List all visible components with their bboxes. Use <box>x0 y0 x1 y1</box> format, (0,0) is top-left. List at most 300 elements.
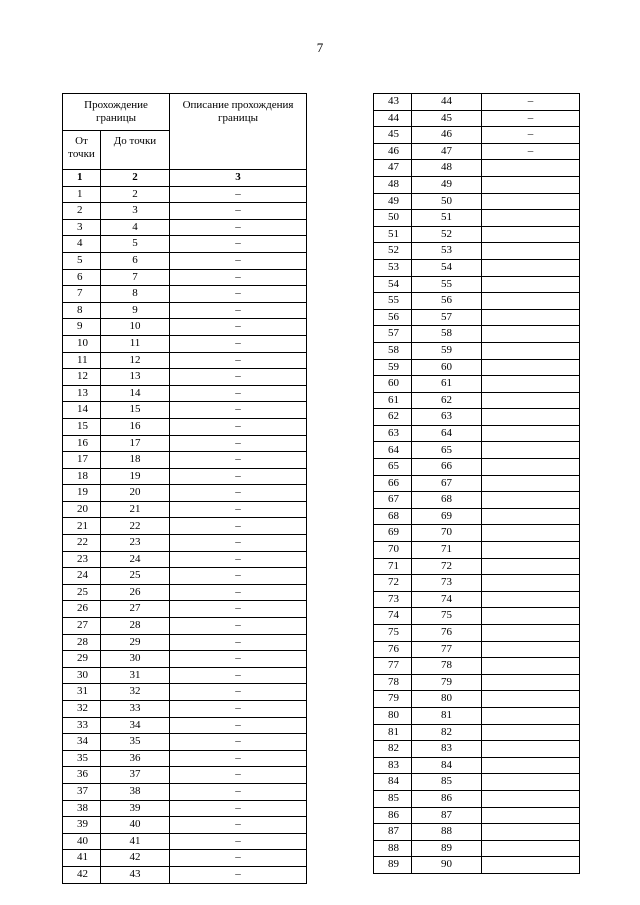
table-row <box>63 584 307 601</box>
table-row <box>63 717 307 734</box>
description-cell: – <box>170 734 307 751</box>
table-row <box>374 442 580 459</box>
to-point-cell: 12 <box>101 352 170 369</box>
to-point-cell: 81 <box>412 707 482 724</box>
description-cell: – <box>170 684 307 701</box>
to-point-cell: 50 <box>412 193 482 210</box>
table-row <box>374 160 580 177</box>
description-cell: – <box>170 767 307 784</box>
to-point-cell: 69 <box>412 508 482 525</box>
description-cell <box>482 492 580 509</box>
table-row <box>63 468 307 485</box>
from-point-cell: 61 <box>374 392 412 409</box>
column-number-3: 3 <box>170 170 307 187</box>
from-point-cell: 31 <box>63 684 101 701</box>
to-point-cell: 82 <box>412 724 482 741</box>
description-cell: – <box>170 866 307 883</box>
from-point-cell: 67 <box>374 492 412 509</box>
to-point-cell: 77 <box>412 641 482 658</box>
table-row <box>374 475 580 492</box>
table-row <box>374 724 580 741</box>
from-point-cell: 40 <box>63 833 101 850</box>
to-point-cell: 13 <box>101 369 170 386</box>
table-row <box>63 568 307 585</box>
description-cell: – <box>170 535 307 552</box>
from-point-cell: 84 <box>374 774 412 791</box>
description-cell <box>482 342 580 359</box>
description-cell <box>482 641 580 658</box>
table-row <box>63 418 307 435</box>
from-point-cell: 51 <box>374 226 412 243</box>
from-point-cell: 58 <box>374 342 412 359</box>
to-point-cell: 51 <box>412 210 482 227</box>
description-cell <box>482 160 580 177</box>
table-row <box>374 342 580 359</box>
description-cell <box>482 658 580 675</box>
from-point-cell: 48 <box>374 176 412 193</box>
to-point-cell: 39 <box>101 800 170 817</box>
from-point-cell: 76 <box>374 641 412 658</box>
table-row <box>63 252 307 269</box>
to-point-cell: 20 <box>101 485 170 502</box>
from-point-header: От точки <box>63 131 101 170</box>
to-point-cell: 43 <box>101 866 170 883</box>
description-cell <box>482 193 580 210</box>
to-point-cell: 28 <box>101 618 170 635</box>
description-cell: – <box>170 651 307 668</box>
description-cell: – <box>482 143 580 160</box>
table-row <box>63 551 307 568</box>
from-point-cell: 9 <box>63 319 101 336</box>
from-point-cell: 50 <box>374 210 412 227</box>
description-cell: – <box>170 618 307 635</box>
to-point-cell: 37 <box>101 767 170 784</box>
column-number-1: 1 <box>63 170 101 187</box>
group-header: Прохождение границы <box>63 94 170 131</box>
to-point-cell: 22 <box>101 518 170 535</box>
table-row <box>63 219 307 236</box>
from-point-cell: 53 <box>374 259 412 276</box>
from-point-cell: 83 <box>374 757 412 774</box>
to-point-cell: 73 <box>412 575 482 592</box>
from-point-cell: 33 <box>63 717 101 734</box>
page-number: 7 <box>316 40 324 55</box>
table-row <box>374 276 580 293</box>
table-row <box>374 807 580 824</box>
to-point-cell: 6 <box>101 252 170 269</box>
description-cell: – <box>170 551 307 568</box>
from-point-cell: 79 <box>374 691 412 708</box>
table-row <box>63 435 307 452</box>
table-row <box>374 658 580 675</box>
description-cell: – <box>170 701 307 718</box>
table-row <box>374 210 580 227</box>
table-row <box>374 110 580 127</box>
description-cell <box>482 376 580 393</box>
to-point-cell: 71 <box>412 542 482 559</box>
table-row <box>374 525 580 542</box>
to-point-cell: 31 <box>101 667 170 684</box>
from-point-cell: 29 <box>63 651 101 668</box>
description-cell: – <box>170 717 307 734</box>
description-cell: – <box>170 236 307 253</box>
to-point-cell: 56 <box>412 293 482 310</box>
from-point-cell: 32 <box>63 701 101 718</box>
from-point-cell: 20 <box>63 501 101 518</box>
from-point-cell: 39 <box>63 817 101 834</box>
table-row <box>374 824 580 841</box>
description-cell <box>482 243 580 260</box>
from-point-cell: 38 <box>63 800 101 817</box>
description-cell: – <box>170 335 307 352</box>
description-cell: – <box>170 352 307 369</box>
from-point-cell: 5 <box>63 252 101 269</box>
description-cell <box>482 508 580 525</box>
to-point-cell: 64 <box>412 425 482 442</box>
description-cell <box>482 807 580 824</box>
to-point-cell: 65 <box>412 442 482 459</box>
table-row <box>63 750 307 767</box>
to-point-cell: 67 <box>412 475 482 492</box>
from-point-cell: 36 <box>63 767 101 784</box>
table-row <box>374 741 580 758</box>
from-point-cell: 37 <box>63 783 101 800</box>
table-row <box>63 369 307 386</box>
from-point-cell: 77 <box>374 658 412 675</box>
from-point-cell: 73 <box>374 591 412 608</box>
from-point-cell: 4 <box>63 236 101 253</box>
to-point-cell: 36 <box>101 750 170 767</box>
description-cell <box>482 790 580 807</box>
from-point-cell: 70 <box>374 542 412 559</box>
table-row <box>63 833 307 850</box>
from-point-cell: 6 <box>63 269 101 286</box>
description-cell <box>482 359 580 376</box>
from-point-cell: 74 <box>374 608 412 625</box>
description-cell <box>482 591 580 608</box>
to-point-cell: 48 <box>412 160 482 177</box>
from-point-cell: 8 <box>63 302 101 319</box>
table-row <box>63 302 307 319</box>
from-point-cell: 45 <box>374 127 412 144</box>
table-row <box>374 293 580 310</box>
to-point-cell: 42 <box>101 850 170 867</box>
from-point-cell: 34 <box>63 734 101 751</box>
to-point-cell: 41 <box>101 833 170 850</box>
description-cell: – <box>170 286 307 303</box>
description-cell: – <box>170 468 307 485</box>
description-cell: – <box>170 302 307 319</box>
from-point-cell: 15 <box>63 418 101 435</box>
from-point-cell: 46 <box>374 143 412 160</box>
to-point-cell: 44 <box>412 94 482 111</box>
to-point-cell: 17 <box>101 435 170 452</box>
to-point-cell: 32 <box>101 684 170 701</box>
table-row <box>374 94 580 111</box>
table-row <box>63 800 307 817</box>
description-cell: – <box>170 219 307 236</box>
table-row <box>374 259 580 276</box>
description-cell: – <box>170 252 307 269</box>
table-row <box>374 326 580 343</box>
to-point-cell: 10 <box>101 319 170 336</box>
to-point-cell: 72 <box>412 558 482 575</box>
table-row <box>374 193 580 210</box>
from-point-cell: 64 <box>374 442 412 459</box>
description-cell: – <box>170 319 307 336</box>
table-row <box>63 817 307 834</box>
description-cell <box>482 309 580 326</box>
from-point-cell: 35 <box>63 750 101 767</box>
to-point-cell: 25 <box>101 568 170 585</box>
to-point-cell: 63 <box>412 409 482 426</box>
table-row <box>63 236 307 253</box>
from-point-cell: 62 <box>374 409 412 426</box>
to-point-cell: 16 <box>101 418 170 435</box>
description-cell <box>482 824 580 841</box>
to-point-cell: 62 <box>412 392 482 409</box>
from-point-cell: 18 <box>63 468 101 485</box>
to-point-cell: 84 <box>412 757 482 774</box>
description-cell <box>482 542 580 559</box>
description-cell: – <box>170 667 307 684</box>
table-row <box>63 651 307 668</box>
from-point-cell: 78 <box>374 674 412 691</box>
to-point-cell: 86 <box>412 790 482 807</box>
from-point-cell: 17 <box>63 452 101 469</box>
description-cell: – <box>482 110 580 127</box>
to-point-cell: 54 <box>412 259 482 276</box>
from-point-cell: 47 <box>374 160 412 177</box>
description-cell: – <box>170 783 307 800</box>
description-cell <box>482 774 580 791</box>
description-cell <box>482 226 580 243</box>
description-cell <box>482 293 580 310</box>
from-point-cell: 23 <box>63 551 101 568</box>
table-row <box>63 385 307 402</box>
table-row <box>63 352 307 369</box>
table-row <box>63 684 307 701</box>
from-point-cell: 49 <box>374 193 412 210</box>
from-point-cell: 1 <box>63 186 101 203</box>
description-cell <box>482 674 580 691</box>
table-row <box>63 335 307 352</box>
to-point-cell: 34 <box>101 717 170 734</box>
to-point-cell: 66 <box>412 459 482 476</box>
table-row <box>374 127 580 144</box>
description-cell <box>482 442 580 459</box>
from-point-cell: 86 <box>374 807 412 824</box>
from-point-cell: 26 <box>63 601 101 618</box>
table-row <box>374 575 580 592</box>
to-point-cell: 57 <box>412 309 482 326</box>
description-cell <box>482 625 580 642</box>
table-row <box>374 176 580 193</box>
to-point-cell: 4 <box>101 219 170 236</box>
from-point-cell: 3 <box>63 219 101 236</box>
table-row <box>63 667 307 684</box>
to-point-cell: 52 <box>412 226 482 243</box>
description-cell <box>482 707 580 724</box>
from-point-cell: 82 <box>374 741 412 758</box>
to-point-cell: 33 <box>101 701 170 718</box>
from-point-cell: 43 <box>374 94 412 111</box>
description-cell <box>482 392 580 409</box>
description-cell: – <box>170 418 307 435</box>
boundary-table-right <box>373 93 580 874</box>
to-point-cell: 38 <box>101 783 170 800</box>
table-row <box>374 243 580 260</box>
to-point-cell: 30 <box>101 651 170 668</box>
table-row <box>374 409 580 426</box>
from-point-cell: 13 <box>63 385 101 402</box>
description-cell <box>482 409 580 426</box>
from-point-cell: 54 <box>374 276 412 293</box>
from-point-cell: 11 <box>63 352 101 369</box>
table-row <box>374 691 580 708</box>
table-row <box>63 618 307 635</box>
to-point-cell: 29 <box>101 634 170 651</box>
from-point-cell: 52 <box>374 243 412 260</box>
table-row <box>374 376 580 393</box>
to-point-cell: 9 <box>101 302 170 319</box>
table-row <box>374 774 580 791</box>
table-row <box>63 501 307 518</box>
to-point-cell: 85 <box>412 774 482 791</box>
from-point-cell: 60 <box>374 376 412 393</box>
description-cell <box>482 741 580 758</box>
table-row <box>63 319 307 336</box>
to-point-cell: 60 <box>412 359 482 376</box>
to-point-cell: 23 <box>101 535 170 552</box>
to-point-cell: 76 <box>412 625 482 642</box>
from-point-cell: 44 <box>374 110 412 127</box>
from-point-cell: 14 <box>63 402 101 419</box>
from-point-cell: 21 <box>63 518 101 535</box>
description-cell <box>482 608 580 625</box>
table-row <box>63 783 307 800</box>
to-point-cell: 68 <box>412 492 482 509</box>
table-row <box>374 542 580 559</box>
table-row <box>63 701 307 718</box>
description-cell: – <box>170 369 307 386</box>
description-cell: – <box>170 584 307 601</box>
to-point-cell: 19 <box>101 468 170 485</box>
description-header: Описание прохождения границы <box>170 94 307 170</box>
table-row <box>63 186 307 203</box>
from-point-cell: 59 <box>374 359 412 376</box>
column-number-2: 2 <box>101 170 170 187</box>
to-point-cell: 2 <box>101 186 170 203</box>
to-point-cell: 80 <box>412 691 482 708</box>
from-point-cell: 81 <box>374 724 412 741</box>
to-point-cell: 5 <box>101 236 170 253</box>
description-cell: – <box>482 127 580 144</box>
to-point-cell: 78 <box>412 658 482 675</box>
description-cell <box>482 259 580 276</box>
table-row <box>374 790 580 807</box>
from-point-cell: 42 <box>63 866 101 883</box>
table-row <box>63 601 307 618</box>
to-point-header: До точки <box>101 131 170 170</box>
to-point-cell: 46 <box>412 127 482 144</box>
table-row <box>374 359 580 376</box>
from-point-cell: 80 <box>374 707 412 724</box>
from-point-cell: 2 <box>63 203 101 220</box>
from-point-cell: 27 <box>63 618 101 635</box>
from-point-cell: 57 <box>374 326 412 343</box>
description-cell: – <box>170 833 307 850</box>
table-row <box>374 591 580 608</box>
table-row <box>374 674 580 691</box>
from-point-cell: 41 <box>63 850 101 867</box>
description-cell <box>482 276 580 293</box>
to-point-cell: 79 <box>412 674 482 691</box>
description-cell <box>482 558 580 575</box>
description-cell <box>482 840 580 857</box>
description-cell <box>482 425 580 442</box>
table-row <box>63 402 307 419</box>
table-row <box>374 857 580 874</box>
to-point-cell: 24 <box>101 551 170 568</box>
from-point-cell: 30 <box>63 667 101 684</box>
from-point-cell: 16 <box>63 435 101 452</box>
from-point-cell: 75 <box>374 625 412 642</box>
to-point-cell: 49 <box>412 176 482 193</box>
description-cell: – <box>170 750 307 767</box>
description-cell <box>482 691 580 708</box>
description-cell: – <box>170 402 307 419</box>
from-point-cell: 69 <box>374 525 412 542</box>
description-cell: – <box>170 518 307 535</box>
description-cell: – <box>170 186 307 203</box>
table-row <box>374 558 580 575</box>
description-cell <box>482 575 580 592</box>
table-row <box>63 734 307 751</box>
from-point-cell: 85 <box>374 790 412 807</box>
table-row <box>63 203 307 220</box>
from-point-cell: 24 <box>63 568 101 585</box>
table-row <box>63 767 307 784</box>
description-cell: – <box>170 601 307 618</box>
to-point-cell: 47 <box>412 143 482 160</box>
table-row <box>374 625 580 642</box>
table-row <box>374 492 580 509</box>
from-point-cell: 56 <box>374 309 412 326</box>
description-cell: – <box>170 203 307 220</box>
to-point-cell: 27 <box>101 601 170 618</box>
description-cell: – <box>170 485 307 502</box>
from-point-cell: 19 <box>63 485 101 502</box>
table-row <box>374 840 580 857</box>
description-cell: – <box>170 800 307 817</box>
boundary-table-left <box>62 93 307 884</box>
description-cell <box>482 210 580 227</box>
description-cell: – <box>482 94 580 111</box>
from-point-cell: 89 <box>374 857 412 874</box>
description-cell <box>482 857 580 874</box>
from-point-cell: 63 <box>374 425 412 442</box>
from-point-cell: 10 <box>63 335 101 352</box>
table-row <box>374 641 580 658</box>
from-point-cell: 71 <box>374 558 412 575</box>
description-cell <box>482 475 580 492</box>
description-cell: – <box>170 435 307 452</box>
to-point-cell: 8 <box>101 286 170 303</box>
to-point-cell: 18 <box>101 452 170 469</box>
table-row <box>374 707 580 724</box>
to-point-cell: 35 <box>101 734 170 751</box>
